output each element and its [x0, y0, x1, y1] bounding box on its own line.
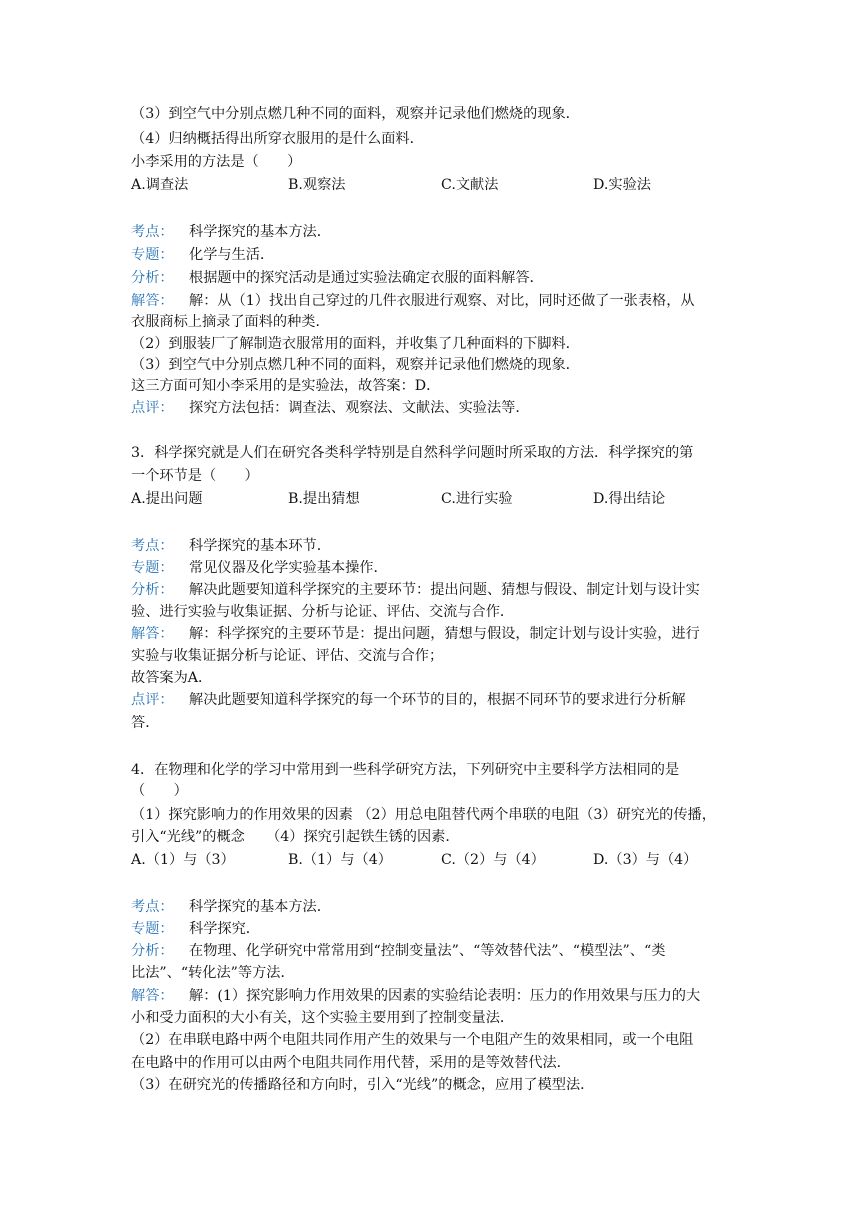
q4-fenxi — [131, 941, 665, 961]
kaodian-text: 科学探究的基本方法． — [189, 899, 331, 915]
q3-stem-line: 一个环节是（ ） — [131, 468, 259, 484]
q4-option-a: A.（1）与（3） — [131, 852, 235, 868]
q4-fenxi-line: 比法”、“转化法”等方法． — [131, 965, 295, 981]
q2-option-b: B.观察法 — [288, 177, 346, 193]
q2-zhuanti — [131, 245, 274, 265]
q3-zhuanti — [131, 558, 388, 578]
q4-zhuanti — [131, 919, 260, 939]
fenxi-text: 在物理、化学研究中常常用到“控制变量法”、“等效替代法”、“模型法”、“类 — [189, 943, 666, 959]
q4-option-c: C.（2）与（4） — [441, 852, 545, 868]
q3-jieda-line: 实验与收集证据分析与论证、评估、交流与合作； — [131, 648, 444, 664]
q4-jieda-line: 小和受力面积的大小有关，这个实验主要用到了控制变量法． — [131, 1010, 515, 1026]
fenxi-label: 分析： — [131, 270, 174, 286]
fenxi-label: 分析： — [131, 582, 174, 598]
zhuanti-label: 专题： — [131, 921, 174, 937]
dianping-label: 点评： — [131, 400, 174, 416]
q2-fenxi — [131, 268, 544, 288]
jieda-text: 解：从（1）找出自己穿过的几件衣服进行观察、对比，同时还做了一张表格，从 — [189, 293, 695, 309]
q4-stem-line: 4．在物理和化学的学习中常用到一些科学研究方法，下列研究中主要科学方法相同的是 — [131, 762, 680, 778]
q4-jieda — [131, 986, 700, 1006]
q3-fenxi — [131, 580, 700, 600]
q3-kaodian — [131, 536, 331, 556]
zhuanti-text: 化学与生活． — [189, 247, 275, 263]
q3-fenxi-line: 验、进行实验与收集证据、分析与论证、评估、交流与合作． — [131, 604, 515, 620]
dianping-text: 解决此题要知道科学探究的每一个环节的目的，根据不同环节的要求进行分析解 — [189, 692, 686, 708]
jieda-text: 解：科学探究的主要环节是：提出问题，猜想与假设，制定计划与设计实验，进行 — [189, 626, 700, 642]
jieda-label: 解答： — [131, 293, 174, 309]
q3-jieda-line: 故答案为A． — [131, 670, 213, 686]
zhuanti-text: 科学探究． — [189, 921, 260, 937]
q3-dianping — [131, 690, 686, 710]
kaodian-text: 科学探究的基本环节． — [189, 538, 331, 554]
q4-stem-line: 引入“光线”的概念 （4）探究引起铁生锈的因素． — [131, 829, 460, 845]
q2-jieda-line: （2）到服装厂了解制造衣服常用的面料，并收集了几种面料的下脚料． — [131, 336, 580, 352]
q2-stem-line: 小李采用的方法是（ ） — [131, 154, 302, 170]
kaodian-label: 考点： — [131, 538, 174, 554]
dianping-label: 点评： — [131, 692, 174, 708]
q4-option-d: D.（3）与（4） — [593, 852, 698, 868]
q3-dianping-line: 答． — [131, 715, 160, 731]
q3-stem-line: 3．科学探究就是人们在研究各类科学特别是自然科学问题时所采取的方法．科学探究的第 — [131, 445, 694, 461]
q2-jieda — [131, 291, 695, 311]
jieda-label: 解答： — [131, 988, 174, 1004]
jieda-text: 解：(1）探究影响力作用效果的因素的实验结论表明：压力的作用效果与压力的大 — [189, 988, 701, 1004]
q2-jieda-line: 这三方面可知小李采用的是实验法，故答案：D． — [131, 378, 441, 394]
zhuanti-label: 专题： — [131, 560, 174, 576]
q2-stem-line: （4）归纳概括得出所穿衣服用的是什么面料． — [131, 131, 424, 147]
zhuanti-text: 常见仪器及化学实验基本操作． — [189, 560, 388, 576]
dianping-text: 探究方法包括：调查法、观察法、文献法、实验法等． — [189, 400, 530, 416]
fenxi-text: 解决此题要知道科学探究的主要环节：提出问题、猜想与假设、制定计划与设计实 — [189, 582, 700, 598]
zhuanti-label: 专题： — [131, 247, 174, 263]
q4-jieda-line: 在电路中的作用可以由两个电阻共同作用代替，采用的是等效替代法． — [131, 1055, 571, 1071]
q4-kaodian — [131, 897, 331, 917]
q2-jieda-line: 衣服商标上摘录了面料的种类． — [131, 314, 330, 330]
kaodian-label: 考点： — [131, 224, 174, 240]
q2-option-a: A.调查法 — [131, 177, 189, 193]
q3-option-a: A.提出问题 — [131, 491, 203, 507]
q2-stem-line: （3）到空气中分别点燃几种不同的面料，观察并记录他们燃烧的现象． — [131, 106, 580, 122]
q2-option-c: C.文献法 — [441, 177, 499, 193]
q3-jieda — [131, 624, 700, 644]
fenxi-text: 根据题中的探究活动是通过实验法确定衣服的面料解答． — [189, 270, 544, 286]
q3-option-c: C.进行实验 — [441, 491, 513, 507]
q4-jieda-line: （3）在研究光的传播路径和方向时，引入“光线”的概念，应用了模型法． — [131, 1077, 595, 1093]
q3-option-b: B.提出猜想 — [288, 491, 360, 507]
q2-dianping — [131, 398, 530, 418]
jieda-label: 解答： — [131, 626, 174, 642]
kaodian-label: 考点： — [131, 899, 174, 915]
q4-stem-line: （ ） — [131, 783, 188, 799]
q2-kaodian — [131, 222, 331, 242]
q2-jieda-line: （3）到空气中分别点燃几种不同的面料，观察并记录他们燃烧的现象． — [131, 357, 580, 373]
kaodian-text: 科学探究的基本方法． — [189, 224, 331, 240]
q2-option-d: D.实验法 — [593, 177, 651, 193]
q3-option-d: D.得出结论 — [593, 491, 666, 507]
q4-stem-line: （1）探究影响力的作用效果的因素 （2）用总电阻替代两个串联的电阻（3）研究光的传播， — [131, 807, 716, 823]
fenxi-label: 分析： — [131, 943, 174, 959]
q4-jieda-line: （2）在串联电路中两个电阻共同作用产生的效果与一个电阻产生的效果相同，或一个电阻 — [131, 1032, 694, 1048]
q4-option-b: B.（1）与（4） — [288, 852, 392, 868]
